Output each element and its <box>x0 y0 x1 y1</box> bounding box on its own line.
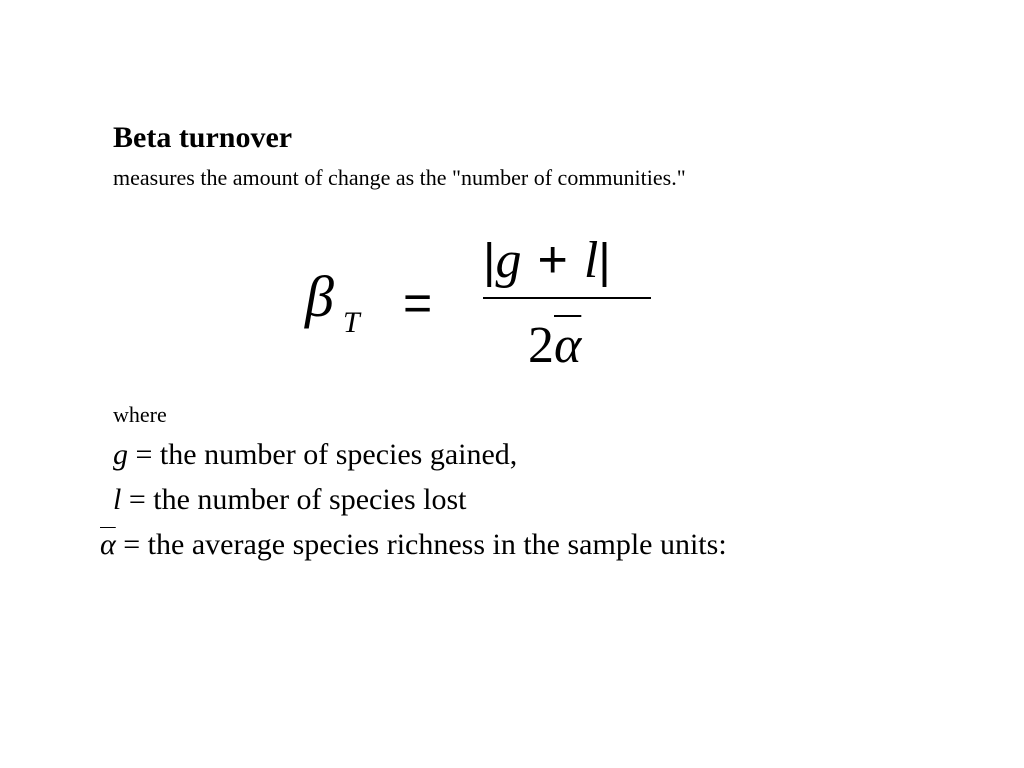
numerator-var-l: l <box>583 232 599 289</box>
definition-g <box>113 437 517 473</box>
numerator-open-bar: | <box>483 235 496 288</box>
definition-alpha-symbol: $\overline{\alpha}$ <box>100 528 116 561</box>
numerator-close-bar: | <box>598 235 611 288</box>
definition-g-text: = the number of species gained, <box>128 438 518 471</box>
where-label: where <box>113 402 167 427</box>
denominator-coefficient: 2 <box>528 317 554 374</box>
definition-alpha-text: = the average species richness in the sample units: <box>115 528 727 561</box>
denominator-alpha-bar: $\overline{\alpha}$ <box>554 317 582 374</box>
numerator-var-g: g <box>495 232 522 289</box>
slide-subtitle: measures the amount of change as the "number of communities." <box>113 165 686 190</box>
formula-numerator <box>483 231 611 289</box>
definition-alpha <box>100 527 727 563</box>
equals-sign: = <box>403 275 433 331</box>
beta-symbol: β <box>305 264 334 329</box>
formula-denominator <box>528 317 582 374</box>
beta-turnover-formula <box>300 228 680 378</box>
fraction-line <box>483 297 651 299</box>
definition-l <box>113 482 467 518</box>
beta-subscript: T <box>343 306 360 339</box>
slide-title: Beta turnover <box>113 121 293 154</box>
definition-l-symbol: l <box>113 483 122 516</box>
numerator-plus: + <box>537 231 568 289</box>
definition-g-symbol: g <box>113 438 128 471</box>
definition-l-text: = the number of species lost <box>121 483 467 516</box>
